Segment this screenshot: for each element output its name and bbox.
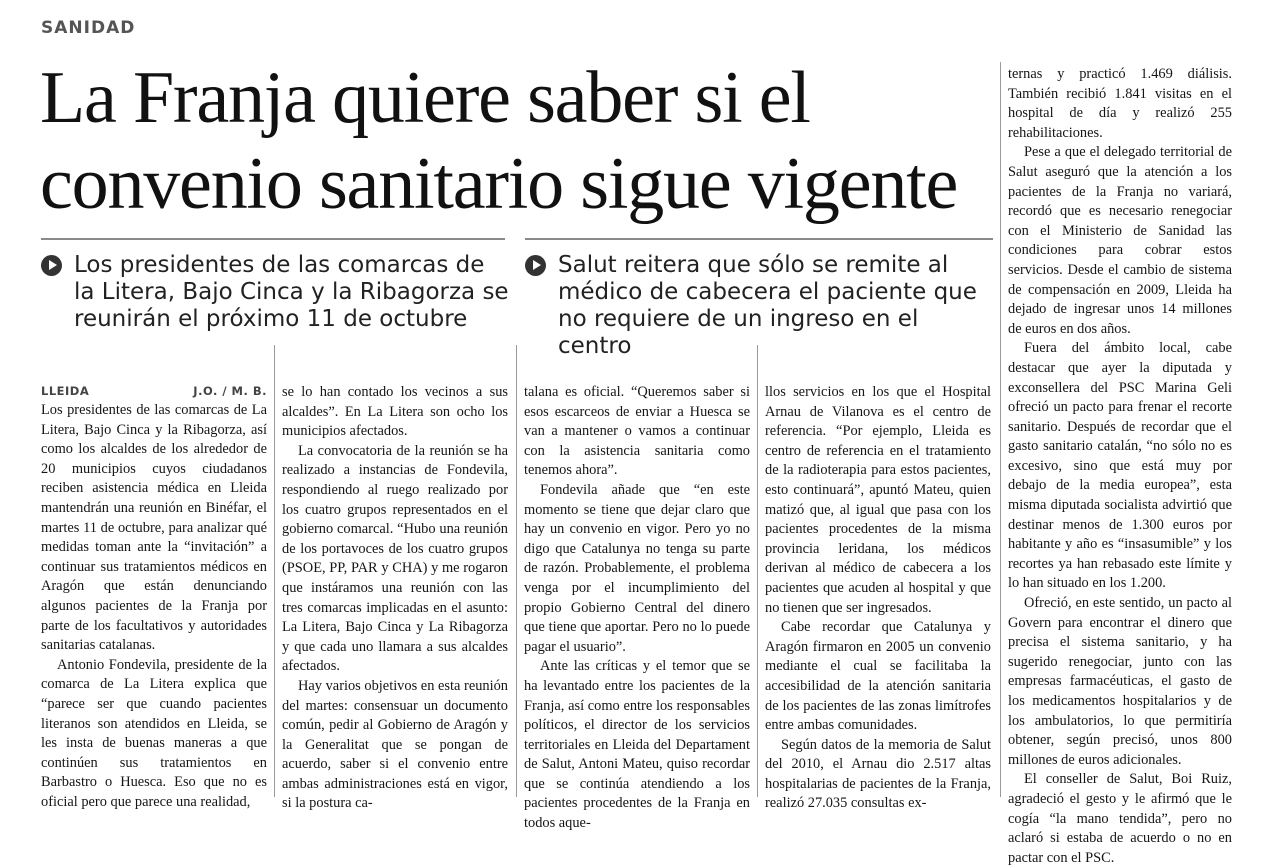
article-column-5 bbox=[1008, 65, 1232, 868]
subhead-left bbox=[41, 252, 511, 333]
subhead-right-text: Salut reitera que sólo se remite al médico de cabecera el paciente que no requiere de un ingreso en el centro bbox=[558, 252, 977, 359]
play-bullet-icon bbox=[525, 255, 546, 276]
paragraph: Cabe recordar que Catalunya y Aragón firmaron en 2005 un convenio mediante el cual se facilitaba la accesibilidad de la atención sanitaria de los pacientes de las zonas limítrofes entre ambas comunidades. bbox=[765, 619, 991, 734]
paragraph: Ante las críticas y el temor que se ha levantado entre los pacientes de la Franja, así como entre los responsables políticos, el director de los servicios territoriales en Lleida del Departament de Salut, Antoni Mateu, quiso recordar que se continúa atendiendo a los pacientes procedentes de la Franja en todos aque- bbox=[524, 658, 750, 832]
article-column-1 bbox=[41, 383, 267, 812]
paragraph: El conseller de Salut, Boi Ruiz, agradeció el gesto y le afirmó que le cogía “la mano tendida”, pero no aclaró si estaba de acuerdo o no en pactar con el PSC. bbox=[1008, 771, 1232, 866]
paragraph: Los presidentes de las comarcas de La Litera, Bajo Cinca y la Ribagorza, así como los alcaldes de los alrededor de 20 municipios cuyos ciudadanos reciben asistencia médica en Lleida mantendrán una reunión en Binéfar, el martes 11 de octubre, para analizar qué medidas toman ante la “invitación” a continuar sus tratamientos médicos en Aragón que están denunciando algunos pacientes de la Franja por parte de los facultativos y autoridades sanitarias catalanas. bbox=[41, 402, 267, 654]
paragraph: ternas y practicó 1.469 diálisis. También recibió 1.841 visitas en el hospital de día y realizó 255 rehabilitaciones. bbox=[1008, 66, 1232, 141]
play-bullet-icon bbox=[41, 255, 62, 276]
article-column-3 bbox=[524, 383, 750, 834]
paragraph: Antonio Fondevila, presidente de la comarca de La Litera explica que “parece ser que cuando pacientes literanos son atendidos en Lleida, se les insta de buenas maneras a que continúen sus tratamientos en Barbastro o Huesca. Eso que no es oficial pero que parece una realidad, bbox=[41, 656, 267, 810]
subhead-rule-right bbox=[525, 238, 993, 240]
subhead-rule-left bbox=[41, 238, 505, 240]
column-divider bbox=[274, 345, 275, 797]
paragraph: talana es oficial. “Queremos saber si esos escarceos de enviar a Huesca se van a mantener o vamos a continuar con la asistencia sanitaria como tenemos ahora”. bbox=[524, 384, 750, 479]
subhead-left-text: Los presidentes de las comarcas de la Litera, Bajo Cinca y la Ribagorza se reunirán el próximo 11 de octubre bbox=[74, 252, 509, 332]
paragraph: Hay varios objetivos en esta reunión del martes: consensuar un documento común, pedir al Gobierno de Aragón y la Generalitat que se pongan de acuerdo, saber si el convenio entre ambas administraciones está en vigor, si la postura ca- bbox=[282, 677, 508, 812]
paragraph: Según datos de la memoria de Salut del 2010, el Arnau dio 2.517 altas hospitalarias de pacientes de la Franja, realizó 27.035 consultas ex- bbox=[765, 736, 991, 812]
paragraph: Fuera del ámbito local, cabe destacar que ayer la diputada y exconsellera del PSC Marina Geli ofreció un pacto para frenar el recorte sanitario. Después de recordar que el gasto sanitario catalán, “no sólo no es excesivo, sino que está muy por debajo de la media europea”, esta misma diputada socialista advirtió que destinar menos de 1.300 euros por habitante y año es “insasumible” y los recortes ya han rebasado este límite y lo han situado en los 1.200. bbox=[1008, 340, 1232, 592]
article-column-4 bbox=[765, 383, 991, 814]
paragraph: Ofreció, en este sentido, un pacto al Govern para encontrar el dinero que precisa el sistema sanitario, y ha sugerido renegociar, junto con las empresas farmacéuticas, el gasto de los medicamentos hospitalarios y de los ambulatorios, lo que permitiría obtener, según precisó, unos 800 millones de euros adicionales. bbox=[1008, 595, 1232, 768]
section-label: SANIDAD bbox=[41, 18, 136, 38]
column-divider bbox=[1000, 62, 1001, 797]
headline: La Franja quiere saber si el convenio sanitario sigue vigente bbox=[40, 57, 958, 225]
paragraph: se lo han contado los vecinos a sus alcaldes”. En La Litera son ocho los municipios afectados. bbox=[282, 384, 508, 440]
byline-authors: J.O. / M. B. bbox=[193, 384, 267, 398]
column-divider bbox=[757, 345, 758, 797]
paragraph: Pese a que el delegado territorial de Salut aseguró que la atención a los pacientes de la Franja no variará, recordó que es necesario renegociar con el Ministerio de Sanidad las condiciones para cobrar estos servicios. Desde el cambio de sistema de compensación en 2009, Lleida ha dejado de ingresar unos 14 millones de euros en dos años. bbox=[1008, 144, 1232, 337]
paragraph: Fondevila añade que “en este momento se tiene que dejar claro que hay un convenio en vigor. Pero yo no digo que Catalunya no tenga su parte de razón. Probablemente, el problema venga por el incumplimiento del propio Gobierno Central del dinero que tiene que aportar. Pero no lo puede pagar el usuario”. bbox=[524, 481, 750, 655]
paragraph: La convocatoria de la reunión se ha realizado a instancias de Fondevila, respondiendo al ruego realizado por los cuatro grupos representados en el gobierno comarcal. “Hubo una reunión de los portavoces de los cuatro grupos (PSOE, PP, PAR y CHA) y me rogaron que instáramos una reunión con las tres comarcas implicadas en el asunto: La Litera, Bajo Cinca y La Ribagorza y que cada uno llamara a sus alcaldes afectados. bbox=[282, 442, 508, 675]
byline bbox=[41, 383, 267, 399]
paragraph: llos servicios en los que el Hospital Arnau de Vilanova es el centro de referencia. “Por ejemplo, Lleida es centro de referencia en el tratamiento de la radioterapia para estos pacientes, esto continuará”, apuntó Mateu, quien matizó que, al igual que pasa con los pacientes procedentes de la misma provincia leridana, los médicos derivan al médico de cabecera a los pacientes que acuden al hospital y que no tienen que ser ingresados. bbox=[765, 384, 991, 616]
column-divider bbox=[516, 345, 517, 797]
subhead-right bbox=[525, 252, 995, 360]
article-column-2 bbox=[282, 383, 508, 814]
byline-place: LLEIDA bbox=[41, 384, 90, 398]
